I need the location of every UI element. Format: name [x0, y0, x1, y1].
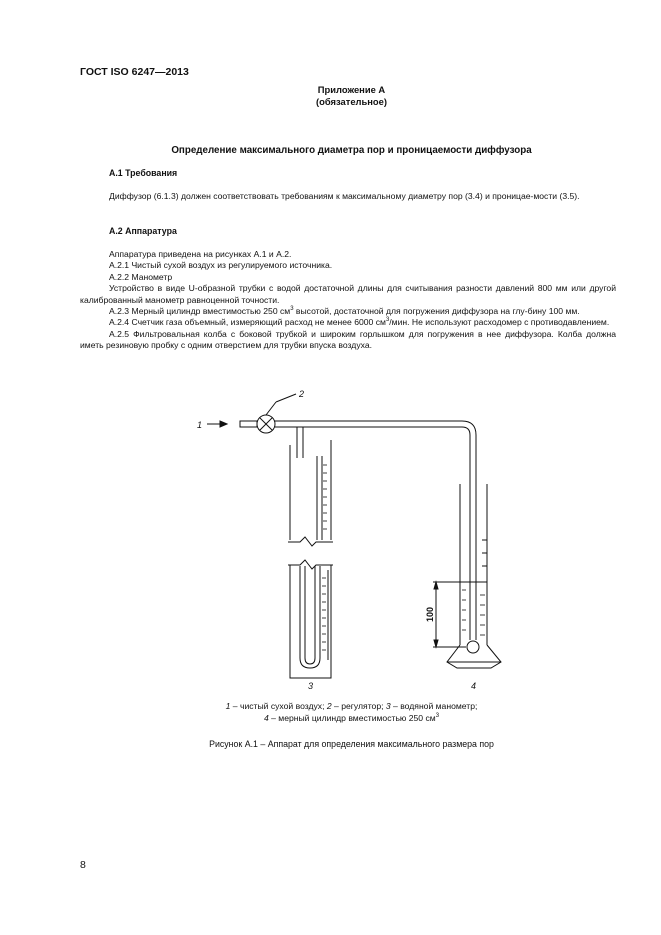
text-span: /мин. Не используют расходомер с противодавлением. — [389, 317, 610, 328]
section-a2-heading: А.2 Аппаратура — [109, 226, 177, 236]
legend-number: 2 — [326, 701, 332, 711]
label-1: 1 — [197, 420, 203, 430]
dimension-arrowhead — [434, 640, 438, 647]
legend-line-2 — [80, 713, 623, 725]
break-line — [288, 537, 333, 546]
paragraph: А.2.1 Чистый сухой воздух из регулируемого источника. — [109, 260, 333, 271]
legend-line-1 — [80, 701, 623, 713]
manometer-board-lower — [290, 565, 331, 678]
break-line — [288, 560, 333, 569]
leader-line-2 — [266, 402, 276, 415]
legend-text: – мерный цилиндр вместимостью 250 см — [268, 712, 436, 723]
superscript: 3 — [385, 317, 390, 324]
paragraph: Устройство в виде U-образной трубки с водой достаточной длины для считывания разности давлений 800 мм или другой калиброванный манометр равноценной точности. — [80, 283, 616, 305]
text-span: А.2.3 Мерный цилиндр вместимостью 250 см — [109, 306, 291, 317]
figure-caption: Рисунок А.1 – Аппарат для определения максимального размера пор — [209, 739, 494, 749]
diffuser — [467, 641, 479, 653]
legend-text: – регулятор; — [331, 701, 386, 711]
legend-number: 1 — [225, 701, 231, 711]
label-3: 3 — [308, 681, 314, 691]
cylinder-walls — [460, 484, 487, 645]
text-span: А.2.4 Счетчик газа объемный, измеряющий расход не менее 6000 см — [109, 317, 386, 328]
dimension-label-100: 100 — [425, 606, 435, 622]
text-span: высотой, достаточной для погружения диффузора на глу-бину 100 мм. — [293, 306, 580, 317]
legend-text: – водяной манометр; — [390, 701, 478, 711]
figure-legend — [80, 701, 623, 725]
inlet-arrowhead — [220, 421, 227, 427]
superscript: 3 — [290, 306, 294, 313]
annex-status: (обязательное) — [316, 96, 387, 107]
manometer-u-tube — [300, 566, 320, 668]
leader-line-2 — [276, 394, 296, 402]
annex-title: Приложение А — [317, 84, 386, 95]
paragraph: Диффузор (6.1.3) должен соответствовать требованиям к максимальному диаметру пор (3.4) и проницае-мости (3.5). — [109, 191, 580, 201]
manometer-u-tube-inner — [305, 566, 315, 664]
legend-number: 3 — [385, 701, 391, 711]
standard-designation: ГОСТ ISO 6247—2013 — [80, 66, 189, 78]
superscript: 3 — [435, 712, 440, 719]
legend-number: 4 — [263, 712, 269, 723]
cylinder-base — [447, 645, 501, 668]
dimension-arrowhead — [434, 582, 438, 589]
section-a1-heading: А.1 Требования — [109, 168, 178, 178]
legend-text: – чистый сухой воздух; — [230, 701, 327, 711]
document-title: Определение максимального диаметра пор и проницаемости диффузора — [171, 145, 532, 156]
main-tube-inner — [275, 427, 470, 640]
paragraph: А.2.2 Манометр — [109, 271, 173, 282]
paragraph: А.2.5 Фильтровальная колба с боковой трубкой и широким горлышком для погружения в нее диффузора. Колба должна иметь резиновую пробку с одним отверстием для трубки впуска воздуха. — [80, 328, 616, 351]
label-4: 4 — [471, 681, 477, 691]
label-2: 2 — [299, 389, 305, 399]
inlet-pipe — [240, 421, 257, 427]
paragraph: Аппаратура приведена на рисунках А.1 и А.2. — [109, 249, 292, 259]
page-number: 8 — [80, 859, 86, 871]
